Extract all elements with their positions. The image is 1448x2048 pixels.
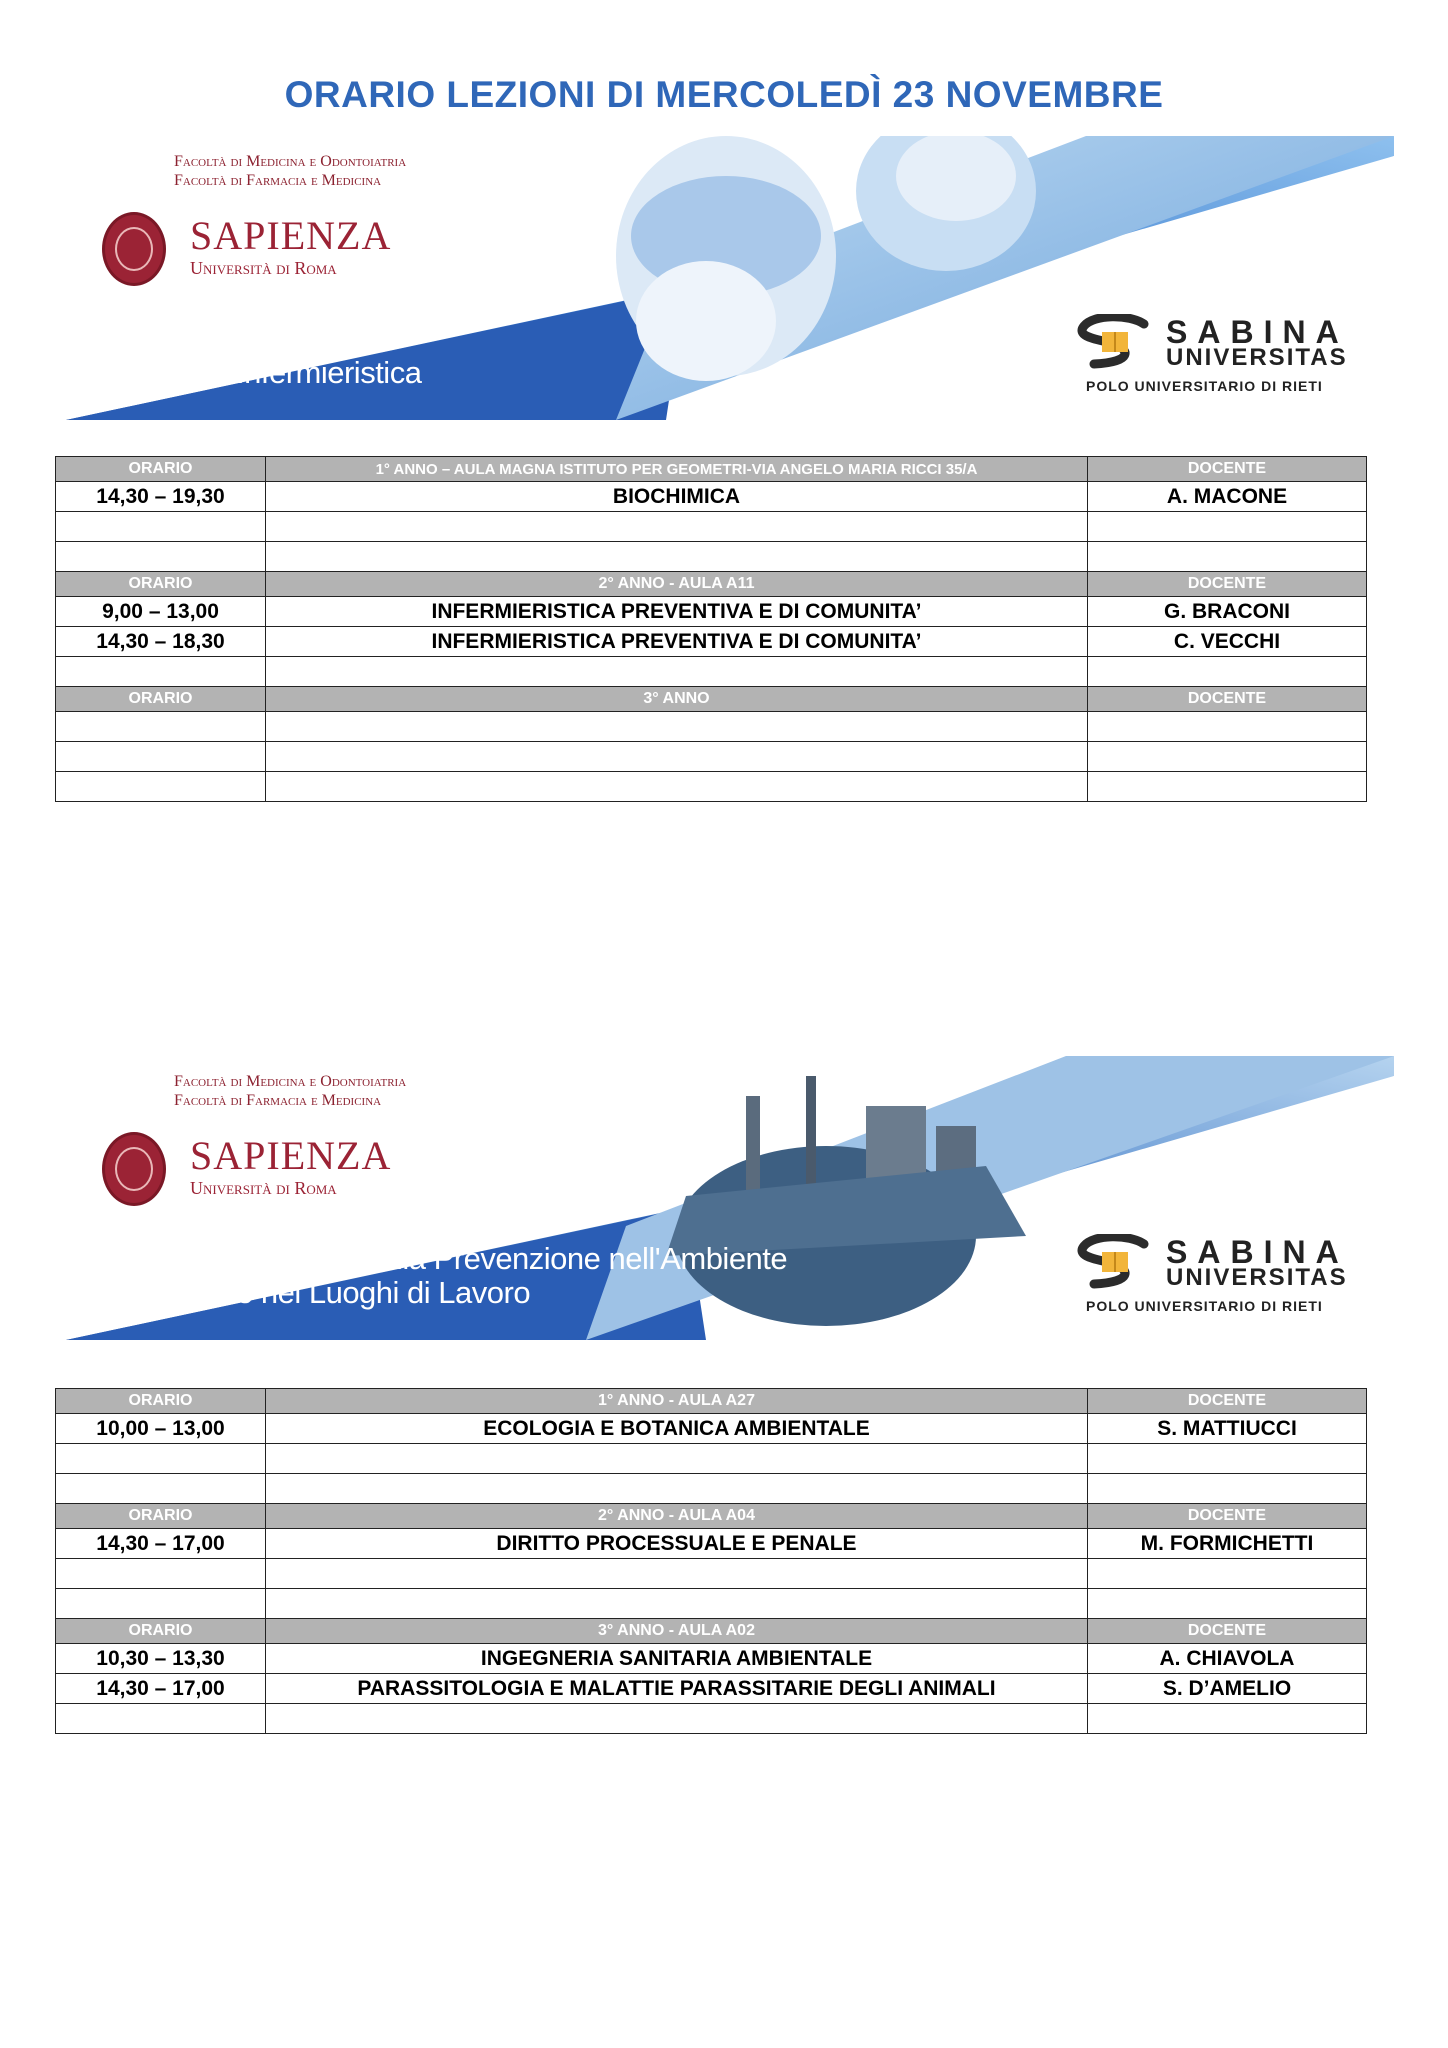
header-orario: ORARIO [56,1619,266,1644]
header-anno: 1° ANNO - AULA A27 [266,1389,1088,1414]
faculty-line-1: Facoltà di Medicina e Odontoiatria [174,153,407,170]
university-sub: Università di Roma [190,1178,337,1198]
cell-teacher: G. BRACONI [1088,597,1367,627]
cell-teacher: S. MATTIUCCI [1088,1414,1367,1444]
table-row [56,1474,1367,1504]
cell-teacher [1088,1704,1367,1734]
table-row [56,597,1367,627]
cell-time [56,512,266,542]
cell-time [56,712,266,742]
header-anno: 2° ANNO - AULA A04 [266,1504,1088,1529]
header-anno: 3° ANNO [266,687,1088,712]
cell-time [56,657,266,687]
cell-time [56,1444,266,1474]
course-banner-prevenzione [66,1056,1394,1340]
sabina-universitas-logo [1074,1234,1374,1314]
cell-teacher: A. MACONE [1088,482,1367,512]
university-name: SAPIENZA [190,213,392,258]
cell-time: 14,30 – 18,30 [56,627,266,657]
table-row [56,1674,1367,1704]
schedule-table-infermieristica [55,456,1367,802]
table-header-row [56,1504,1367,1529]
header-docente: DOCENTE [1088,457,1367,482]
table-row [56,512,1367,542]
cell-teacher [1088,1559,1367,1589]
table-row [56,1559,1367,1589]
cell-time: 14,30 – 17,00 [56,1674,266,1704]
table-header-row [56,572,1367,597]
cell-subject: INGEGNERIA SANITARIA AMBIENTALE [266,1644,1088,1674]
table-row [56,482,1367,512]
cell-teacher [1088,1474,1367,1504]
table-row [56,1529,1367,1559]
cell-subject: INFERMIERISTICA PREVENTIVA E DI COMUNITA’ [266,627,1088,657]
cell-subject: BIOCHIMICA [266,482,1088,512]
cell-time [56,1704,266,1734]
table-row [56,542,1367,572]
header-docente: DOCENTE [1088,1619,1367,1644]
table-row [56,712,1367,742]
cell-subject: ECOLOGIA E BOTANICA AMBIENTALE [266,1414,1088,1444]
cell-time [56,772,266,802]
cell-teacher: A. CHIAVOLA [1088,1644,1367,1674]
cell-time: 14,30 – 19,30 [56,482,266,512]
course-banner-infermieristica [66,136,1394,420]
cell-time: 14,30 – 17,00 [56,1529,266,1559]
sabina-book-icon [1074,314,1154,370]
header-anno: 2° ANNO - AULA A11 [266,572,1088,597]
cell-subject [266,1444,1088,1474]
cell-subject [266,772,1088,802]
cell-subject: INFERMIERISTICA PREVENTIVA E DI COMUNITA’ [266,597,1088,627]
course-name: Infermieristica [236,355,422,390]
cell-subject: DIRITTO PROCESSUALE E PENALE [266,1529,1088,1559]
cell-time [56,1559,266,1589]
university-sub: Università di Roma [190,258,337,278]
course-name: Tecniche della Prevenzione nell'Ambiente e nei Luoghi di Lavoro [236,1241,788,1310]
sabina-book-icon [1074,1234,1154,1290]
cell-subject [266,712,1088,742]
cell-time [56,1589,266,1619]
cell-subject [266,657,1088,687]
cell-teacher [1088,712,1367,742]
cell-subject [266,1589,1088,1619]
sapienza-seal-icon [102,1132,166,1206]
cell-teacher [1088,742,1367,772]
sapienza-logo [82,152,407,278]
cell-time [56,1474,266,1504]
partner-sub: UNIVERSITAS [1166,1264,1348,1291]
header-docente: DOCENTE [1088,1389,1367,1414]
faculty-line-2: Facoltà di Farmacia e Medicina [174,1092,382,1109]
cell-subject [266,542,1088,572]
faculty-line-1: Facoltà di Medicina e Odontoiatria [174,1073,407,1090]
header-orario: ORARIO [56,687,266,712]
header-docente: DOCENTE [1088,572,1367,597]
cell-teacher [1088,657,1367,687]
header-docente: DOCENTE [1088,1504,1367,1529]
table-header-row [56,1389,1367,1414]
table-row [56,657,1367,687]
cell-time [56,742,266,772]
table-row [56,627,1367,657]
faculty-line-2: Facoltà di Farmacia e Medicina [174,172,382,189]
table-row [56,742,1367,772]
header-orario: ORARIO [56,1504,266,1529]
cell-time [56,542,266,572]
partner-name: SABINA [1166,1234,1349,1270]
cell-subject: PARASSITOLOGIA E MALATTIE PARASSITARIE DEGLI ANIMALI [266,1674,1088,1704]
partner-tagline: POLO UNIVERSITARIO DI RIETI [1086,378,1323,394]
table-row [56,1414,1367,1444]
header-docente: DOCENTE [1088,687,1367,712]
partner-tagline: POLO UNIVERSITARIO DI RIETI [1086,1298,1323,1314]
header-anno: 1° ANNO – AULA MAGNA ISTITUTO PER GEOMETRI-VIA ANGELO MARIA RICCI 35/A [266,457,1088,482]
partner-name: SABINA [1166,314,1349,350]
cell-time: 9,00 – 13,00 [56,597,266,627]
sapienza-seal-icon [102,212,166,286]
header-orario: ORARIO [56,1389,266,1414]
sapienza-logo [82,1072,407,1198]
header-orario: ORARIO [56,457,266,482]
table-row [56,772,1367,802]
table-header-row [56,1619,1367,1644]
cell-teacher [1088,1444,1367,1474]
table-row [56,1589,1367,1619]
table-row [56,1644,1367,1674]
cell-time: 10,30 – 13,30 [56,1644,266,1674]
cell-time: 10,00 – 13,00 [56,1414,266,1444]
cell-teacher: C. VECCHI [1088,627,1367,657]
university-name: SAPIENZA [190,1133,392,1178]
table-header-row [56,687,1367,712]
partner-sub: UNIVERSITAS [1166,344,1348,371]
header-anno: 3° ANNO - AULA A02 [266,1619,1088,1644]
table-row [56,1704,1367,1734]
cell-teacher: S. D’AMELIO [1088,1674,1367,1704]
cell-teacher: M. FORMICHETTI [1088,1529,1367,1559]
cell-teacher [1088,512,1367,542]
cell-teacher [1088,772,1367,802]
cell-teacher [1088,542,1367,572]
table-row [56,1444,1367,1474]
sabina-universitas-logo [1074,314,1374,394]
cell-subject [266,742,1088,772]
cell-subject [266,1474,1088,1504]
page-title: ORARIO LEZIONI DI MERCOLEDÌ 23 NOVEMBRE [284,74,1164,115]
cell-teacher [1088,1589,1367,1619]
schedule-table-prevenzione [55,1388,1367,1734]
cell-subject [266,1704,1088,1734]
cell-subject [266,1559,1088,1589]
table-header-row [56,457,1367,482]
header-orario: ORARIO [56,572,266,597]
cell-subject [266,512,1088,542]
